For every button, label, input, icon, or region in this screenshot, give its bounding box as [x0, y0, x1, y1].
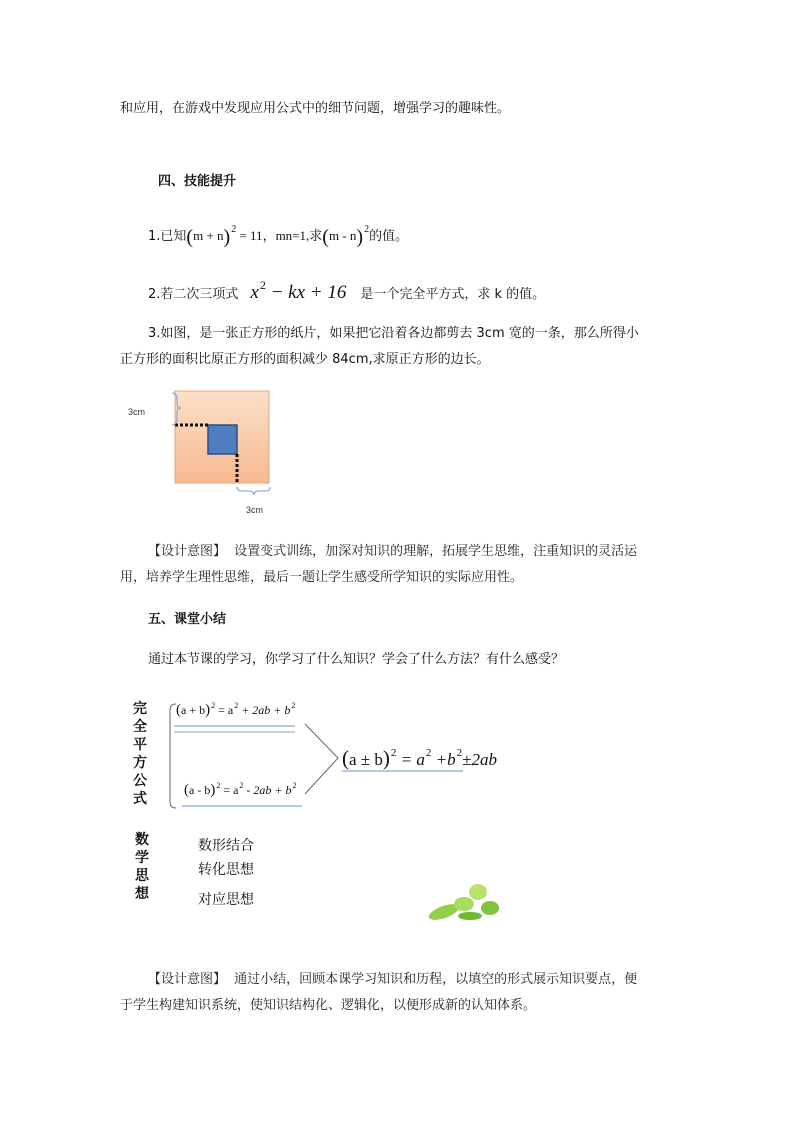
q1-prefix: 1.已知 — [148, 229, 187, 244]
leaf-decoration-icon — [426, 878, 506, 920]
q1-suffix: 的值。 — [369, 229, 409, 244]
section4-title: 四、技能提升 — [158, 174, 237, 189]
design-tag: 【设计意图】 — [148, 544, 227, 559]
thought-title-vertical — [134, 831, 150, 903]
q2-suffix: 是一个完全平方式，求 k 的值。 — [360, 287, 546, 302]
summary-question: 通过本节课的学习，你学习了什么知识？学会了什么方法？有什么感受？ — [148, 652, 565, 667]
design-intent-4-line2: 用，培养学生理性思维，最后一题让学生感受所学知识的实际应用性。 — [120, 570, 524, 585]
thought-item: 对应思想 — [198, 892, 254, 908]
bottom-brace — [237, 487, 270, 495]
thought-char: 学 — [135, 850, 149, 866]
formula-char: 全 — [133, 719, 147, 735]
design-tag: 【设计意图】 — [148, 972, 227, 987]
formula-char: 方 — [133, 755, 147, 771]
intro-line: 和应用，在游戏中发现应用公式中的细节问题，增强学习的趣味性。 — [120, 101, 511, 116]
left-bracket — [170, 704, 176, 808]
formula-combined: $(a \pm b)^2 = a^2 +b^2\pm 2ab$ — [342, 746, 497, 770]
label-top-3cm: 3cm — [128, 407, 146, 417]
formula-char: 公 — [133, 773, 147, 789]
design-intent-4-line1: 【设计意图】 设置变式训练，加深对知识的理解，拓展学生思维，注重知识的灵活运 — [148, 544, 638, 559]
question-1 — [148, 226, 408, 248]
q2-expr: $x^2$ − kx + 16 — [250, 278, 347, 303]
thought-char: 数 — [135, 832, 149, 848]
formula-minus: $(a - b)^2 = a^2 - 2ab + b^2$ — [184, 781, 297, 798]
thought-item: 转化思想 — [198, 862, 254, 878]
merge-arrow — [305, 724, 338, 794]
formula-char: 平 — [133, 737, 147, 753]
formula-char: 式 — [133, 791, 147, 807]
thought-char: 思 — [135, 868, 149, 884]
q2-prefix: 2.若二次三项式 — [148, 287, 239, 302]
inner-square — [208, 425, 237, 454]
question-3-line1: 3.如图，是一张正方形的纸片，如果把它沿着各边都剪去 3cm 宽的一条，那么所得小 — [148, 326, 639, 341]
formula-plus: $(a + b)^2 = a^2 + 2ab + b^2$ — [176, 701, 296, 718]
q1-mid: ，mn=1,求 — [262, 228, 323, 243]
question-3-line2: 正方形的面积比原正方形的面积减少 84cm,求原正方形的边长。 — [120, 352, 490, 367]
q1-expr1: $(m + n)^2 = 11$ — [186, 224, 263, 249]
question-2 — [148, 278, 546, 305]
formula-char: 完 — [133, 701, 147, 717]
q1-expr2: (m - n)$^2$ — [322, 224, 370, 249]
design-intent-5-line1: 【设计意图】 通过小结，回顾本课学习知识和历程，以填空的形式展示知识要点，便 — [148, 972, 638, 987]
thought-item: 数形结合 — [198, 838, 254, 854]
design-intent-5-line2: 于学生构建知识系统，使知识结构化、逻辑化，以便形成新的认知体系。 — [120, 998, 537, 1013]
square-figure-svg — [120, 385, 280, 520]
label-bottom-3cm: 3cm — [246, 505, 264, 515]
thought-char: 想 — [135, 886, 149, 902]
square-figure — [120, 385, 280, 520]
section5-title: 五、课堂小结 — [148, 612, 227, 627]
